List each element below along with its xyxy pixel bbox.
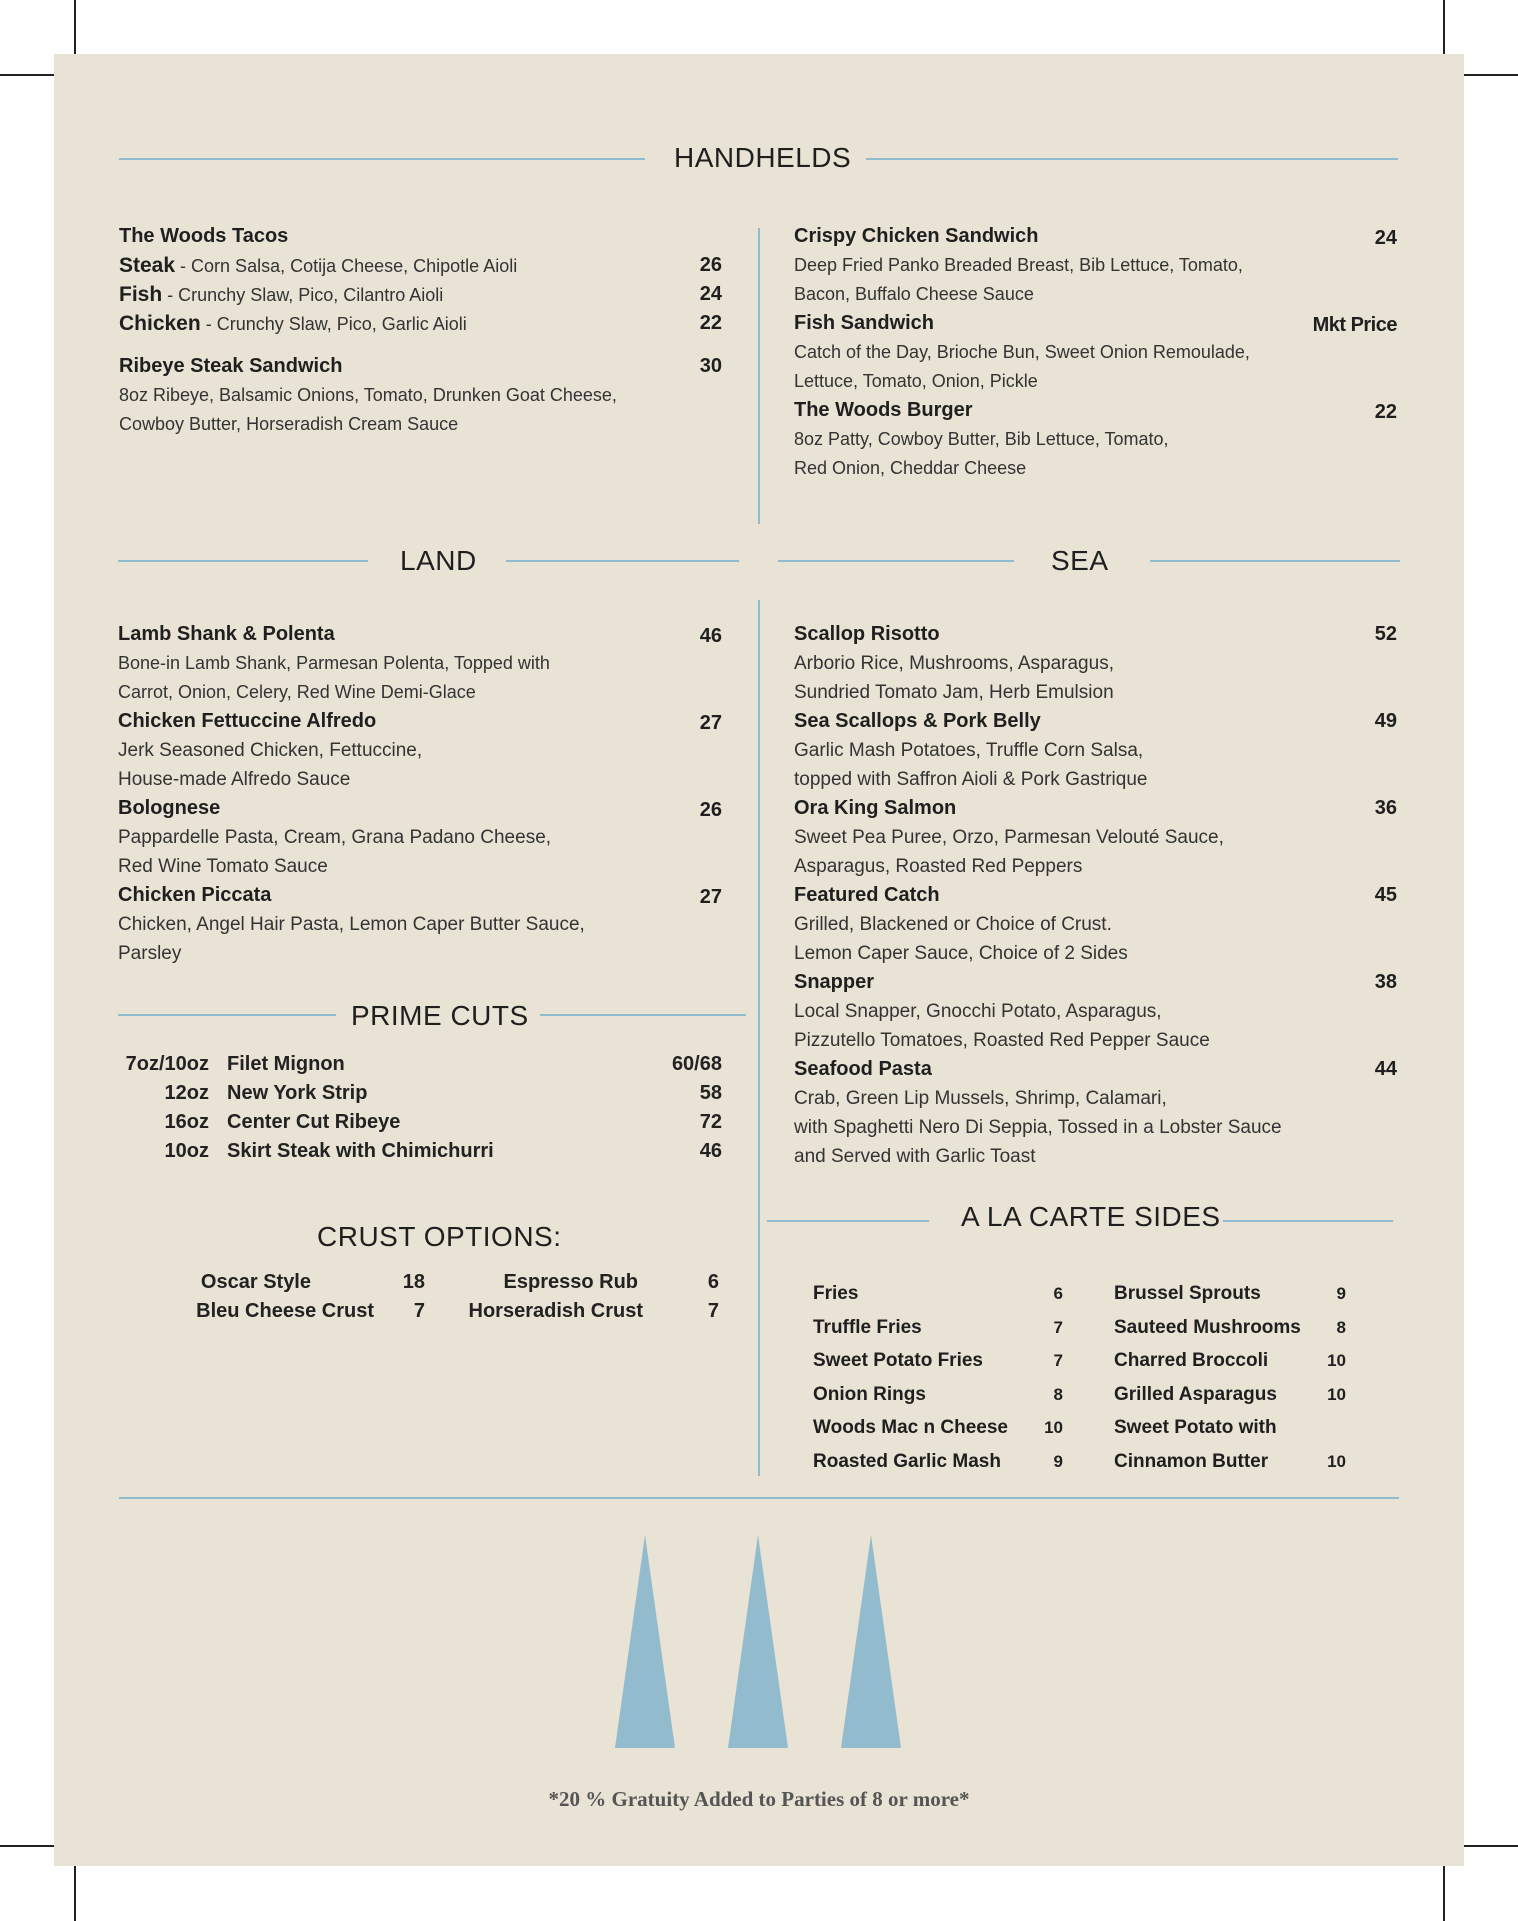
crop-mark	[1458, 74, 1518, 76]
tree-icon	[728, 1535, 788, 1748]
item-desc: Lettuce, Tomato, Onion, Pickle	[794, 371, 1038, 391]
section-rule	[1150, 560, 1400, 562]
item-name: The Woods Burger	[794, 399, 973, 421]
crop-mark	[1443, 0, 1445, 60]
crop-mark	[0, 1845, 60, 1847]
side-name: Fries	[813, 1283, 859, 1304]
footer-rule	[119, 1497, 1399, 1499]
crust-name: Bleu Cheese Crust	[196, 1300, 374, 1322]
crust-price: 7	[413, 1300, 425, 1322]
item-name: Sea Scallops & Pork Belly	[794, 710, 1041, 732]
side-price: 10	[1327, 1385, 1346, 1404]
gratuity-note: *20 % Gratuity Added to Parties of 8 or more*	[548, 1787, 970, 1811]
item-price: 52	[1374, 623, 1397, 645]
side-name: Roasted Garlic Mash	[813, 1451, 1001, 1472]
item-desc: Pizzutello Tomatoes, Roasted Red Pepper Sauce	[794, 1030, 1210, 1051]
item-desc: House-made Alfredo Sauce	[118, 769, 351, 790]
prime-cuts-title: PRIME CUTS	[351, 1000, 529, 1031]
side-name: Onion Rings	[813, 1384, 926, 1405]
crust-name: Horseradish Crust	[468, 1300, 643, 1322]
item-price: 30	[699, 355, 722, 377]
taco-chicken	[119, 309, 467, 339]
item-desc: Pappardelle Pasta, Cream, Grana Padano Cheese,	[118, 827, 552, 848]
item-price: 27	[699, 886, 722, 908]
item-desc: Sweet Pea Puree, Orzo, Parmesan Velouté Sauce,	[794, 827, 1224, 848]
cut-price: 72	[699, 1111, 722, 1133]
prime-cut-row	[0, 1079, 1518, 1108]
side-name: Sauteed Mushrooms	[1114, 1317, 1301, 1338]
cut-size: 7oz/10oz	[125, 1053, 209, 1075]
cut-name: Skirt Steak with Chimichurri	[227, 1140, 494, 1162]
section-rule	[778, 560, 1014, 562]
side-price: 8	[1336, 1318, 1346, 1337]
item-desc: Crab, Green Lip Mussels, Shrimp, Calamari,	[794, 1088, 1167, 1109]
crop-mark	[0, 74, 60, 76]
item-desc: topped with Saffron Aioli & Pork Gastrique	[794, 769, 1148, 790]
side-name: Truffle Fries	[813, 1317, 922, 1338]
tree-icon	[615, 1535, 675, 1748]
land-title: LAND	[400, 545, 477, 576]
section-rule	[118, 560, 368, 562]
tree-icon	[841, 1535, 901, 1748]
item-price: 36	[1374, 797, 1397, 819]
item-price: 24	[699, 283, 722, 305]
item-price: 22	[1374, 401, 1397, 423]
crop-mark	[1458, 1845, 1518, 1847]
taco-fish	[119, 280, 443, 310]
item-price: 45	[1374, 884, 1397, 906]
taco-steak	[119, 251, 517, 281]
side-name: Cinnamon Butter	[1114, 1451, 1269, 1472]
prime-cut-row	[0, 1050, 1518, 1079]
side-price: 7	[1053, 1351, 1063, 1370]
item-desc: Asparagus, Roasted Red Peppers	[794, 856, 1083, 877]
cut-price: 58	[699, 1082, 722, 1104]
side-price: 6	[1053, 1284, 1063, 1303]
item-desc: - Crunchy Slaw, Pico, Garlic Aioli	[200, 314, 467, 334]
item-desc: Bacon, Buffalo Cheese Sauce	[794, 284, 1034, 304]
item-name: Fish	[119, 283, 163, 306]
crust-name: Espresso Rub	[503, 1271, 638, 1293]
item-price: 49	[1374, 710, 1397, 732]
item-name: Snapper	[794, 971, 875, 993]
section-rule	[767, 1220, 929, 1222]
section-rule	[866, 158, 1398, 160]
side-name: Sweet Potato Fries	[813, 1350, 983, 1371]
side-price: 10	[1327, 1452, 1346, 1471]
ribeye-name: Ribeye Steak Sandwich	[119, 355, 343, 377]
item-name: Steak	[119, 254, 176, 277]
item-desc: Arborio Rice, Mushrooms, Asparagus,	[794, 653, 1114, 674]
side-name: Charred Broccoli	[1114, 1350, 1269, 1371]
side-price: 9	[1053, 1452, 1063, 1471]
cut-name: Filet Mignon	[227, 1053, 345, 1075]
item-price: 26	[699, 799, 722, 821]
item-desc: Garlic Mash Potatoes, Truffle Corn Salsa,	[794, 740, 1144, 761]
item-name: Lamb Shank & Polenta	[118, 623, 335, 645]
item-price: 24	[1374, 227, 1397, 249]
item-desc: Bone-in Lamb Shank, Parmesan Polenta, Topped with	[118, 653, 550, 673]
side-price: 10	[1327, 1351, 1346, 1370]
section-rule	[540, 1014, 746, 1016]
crop-mark	[1443, 1862, 1445, 1921]
side-price: 8	[1053, 1385, 1063, 1404]
side-name: Grilled Asparagus	[1114, 1384, 1277, 1405]
item-desc: Cowboy Butter, Horseradish Cream Sauce	[119, 414, 459, 434]
three-trees-logo	[600, 1530, 910, 1750]
item-price: 38	[1374, 971, 1397, 993]
side-price: 9	[1336, 1284, 1346, 1303]
item-name: Chicken Piccata	[118, 884, 272, 906]
item-desc: Sundried Tomato Jam, Herb Emulsion	[794, 682, 1114, 703]
crust-price: 7	[707, 1300, 719, 1322]
sea-title: SEA	[1051, 545, 1109, 576]
item-desc: Carrot, Onion, Celery, Red Wine Demi-Glace	[118, 682, 476, 702]
item-desc: Lemon Caper Sauce, Choice of 2 Sides	[794, 943, 1128, 964]
item-desc: Local Snapper, Gnocchi Potato, Asparagus,	[794, 1001, 1162, 1022]
item-desc: Grilled, Blackened or Choice of Crust.	[794, 914, 1112, 935]
item-price: 22	[699, 312, 722, 334]
section-rule	[1223, 1220, 1393, 1222]
crust-price: 18	[402, 1271, 425, 1293]
handhelds-title: HANDHELDS	[674, 142, 852, 173]
item-name: Chicken Fettuccine Alfredo	[118, 710, 377, 732]
item-desc: Parsley	[118, 943, 182, 964]
item-desc: 8oz Patty, Cowboy Butter, Bib Lettuce, Tomato,	[794, 429, 1169, 449]
cut-size: 10oz	[164, 1140, 209, 1162]
item-price: 46	[699, 625, 722, 647]
item-desc: Jerk Seasoned Chicken, Fettuccine,	[118, 740, 423, 761]
column-divider	[758, 600, 760, 1476]
column-divider	[758, 228, 760, 524]
prime-cut-row	[0, 1108, 1518, 1137]
section-rule	[506, 560, 739, 562]
item-desc: - Corn Salsa, Cotija Cheese, Chipotle Aioli	[175, 256, 518, 276]
prime-cut-row	[0, 1137, 1518, 1166]
item-price: 44	[1374, 1058, 1397, 1080]
cut-price: 46	[699, 1140, 722, 1162]
item-name: Chicken	[119, 312, 201, 335]
cut-price: 60/68	[671, 1053, 722, 1075]
side-price: 10	[1044, 1418, 1063, 1437]
crust-price: 6	[707, 1271, 719, 1293]
item-name: Featured Catch	[794, 884, 940, 906]
cut-size: 16oz	[164, 1111, 209, 1133]
side-name: Sweet Potato with	[1114, 1417, 1277, 1438]
item-desc: Catch of the Day, Brioche Bun, Sweet Onion Remoulade,	[794, 342, 1250, 362]
section-rule	[119, 158, 645, 160]
item-price: 26	[699, 254, 722, 276]
item-desc: with Spaghetti Nero Di Seppia, Tossed in a Lobster Sauce	[794, 1117, 1282, 1138]
crust-title: CRUST OPTIONS:	[317, 1221, 562, 1252]
side-name: Woods Mac n Cheese	[813, 1417, 1008, 1438]
item-desc: Deep Fried Panko Breaded Breast, Bib Lettuce, Tomato,	[794, 255, 1243, 275]
item-name: Fish Sandwich	[794, 312, 935, 334]
section-rule	[118, 1014, 336, 1016]
cut-name: New York Strip	[227, 1082, 368, 1104]
item-name: Bolognese	[118, 797, 221, 819]
side-name: Brussel Sprouts	[1114, 1283, 1261, 1304]
item-desc: Red Wine Tomato Sauce	[118, 856, 328, 877]
item-name: Scallop Risotto	[794, 623, 940, 645]
item-desc: 8oz Ribeye, Balsamic Onions, Tomato, Drunken Goat Cheese,	[119, 385, 617, 405]
item-desc: and Served with Garlic Toast	[794, 1146, 1036, 1167]
item-name: Ora King Salmon	[794, 797, 957, 819]
item-price: 27	[699, 712, 722, 734]
item-name: Crispy Chicken Sandwich	[794, 225, 1039, 247]
crust-row	[0, 1268, 1518, 1297]
cut-name: Center Cut Ribeye	[227, 1111, 401, 1133]
cut-size: 12oz	[164, 1082, 209, 1104]
crop-mark	[74, 0, 76, 60]
tacos-name: The Woods Tacos	[119, 225, 289, 247]
item-desc: Red Onion, Cheddar Cheese	[794, 458, 1027, 478]
item-name: Seafood Pasta	[794, 1058, 932, 1080]
sides-title: A LA CARTE SIDES	[961, 1201, 1221, 1232]
crop-mark	[74, 1862, 76, 1921]
item-desc: - Crunchy Slaw, Pico, Cilantro Aioli	[162, 285, 444, 305]
crust-name: Oscar Style	[200, 1271, 311, 1293]
item-desc: Chicken, Angel Hair Pasta, Lemon Caper Butter Sauce,	[118, 914, 585, 935]
side-price: 7	[1053, 1318, 1063, 1337]
item-price: Mkt Price	[1312, 314, 1397, 336]
